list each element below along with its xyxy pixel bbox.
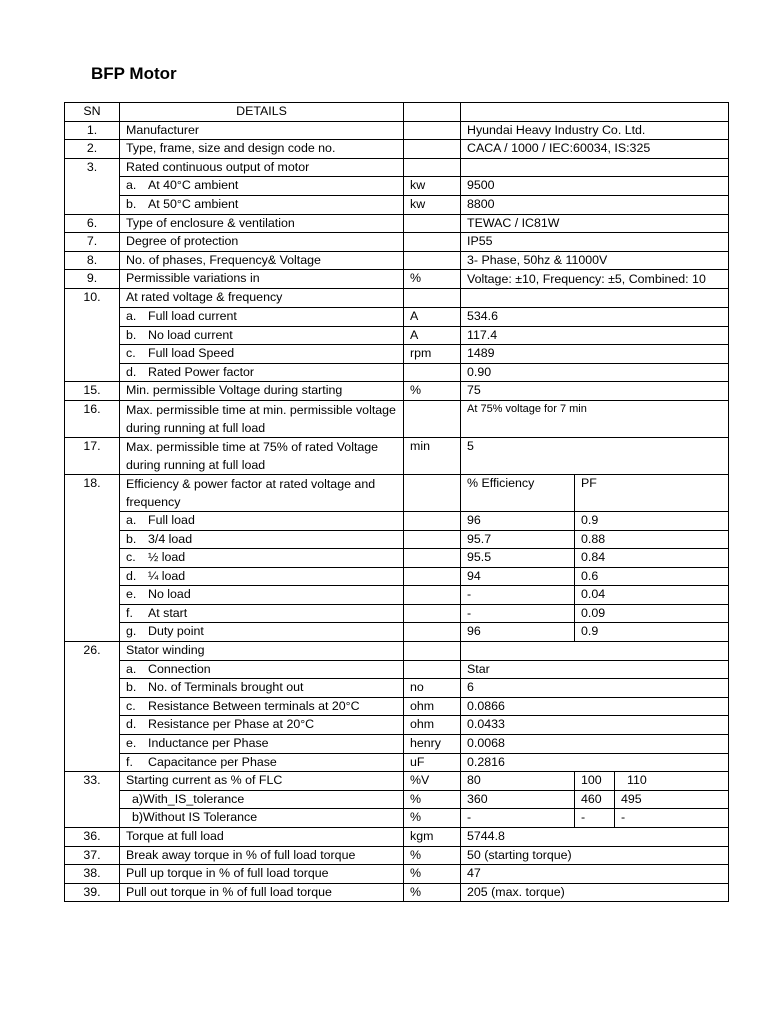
- pf-value: 0.9: [575, 511, 729, 530]
- table-row: [65, 214, 729, 233]
- efficiency-value: -: [461, 586, 575, 605]
- item-label: At 40°C ambient: [148, 178, 239, 193]
- table-row: [65, 735, 729, 754]
- item-letter: a.: [126, 308, 137, 323]
- item-letter: a.: [126, 178, 137, 193]
- table-row: [65, 400, 729, 437]
- row-details: [120, 697, 404, 716]
- row-value: 5: [461, 437, 729, 474]
- item-label: Rated Power factor: [148, 364, 255, 379]
- item-label: At start: [148, 605, 188, 620]
- row-value: [461, 158, 729, 177]
- item-letter: b.: [126, 327, 137, 342]
- header-value: [461, 103, 729, 122]
- table-row: [65, 586, 729, 605]
- current-at-100: -: [575, 809, 615, 828]
- item-label: ½ load: [148, 550, 186, 565]
- row-value: 1489: [461, 345, 729, 364]
- item-letter: c.: [126, 346, 136, 361]
- row-unit: [404, 549, 461, 568]
- table-row: [65, 289, 729, 308]
- row-details: [120, 195, 404, 214]
- row-sn: 37.: [65, 846, 120, 865]
- table-row: [65, 326, 729, 345]
- document-title: BFP Motor: [91, 64, 177, 83]
- row-unit: [404, 233, 461, 252]
- row-unit: [404, 660, 461, 679]
- row-sn: 7.: [65, 233, 120, 252]
- motor-spec-table: [64, 102, 729, 902]
- row-sn: 8.: [65, 251, 120, 270]
- row-unit: no: [404, 679, 461, 698]
- table-row: [65, 363, 729, 382]
- table-header-row: [65, 103, 729, 122]
- row-details: Pull out torque in % of full load torque: [120, 883, 404, 902]
- row-unit: %: [404, 865, 461, 884]
- row-value: 9500: [461, 177, 729, 196]
- table-row: [65, 716, 729, 735]
- row-details: Stator winding: [120, 642, 404, 661]
- row-details: Max. permissible time at min. permissible voltage during running at full load: [120, 400, 404, 437]
- table-row: [65, 382, 729, 401]
- item-letter: g.: [126, 624, 137, 639]
- item-letter: d.: [126, 364, 137, 379]
- header-details: DETAILS: [120, 103, 404, 122]
- row-sn: 16.: [65, 400, 120, 437]
- row-details: Max. permissible time at 75% of rated Voltage during running at full load: [120, 437, 404, 474]
- row-details: [120, 586, 404, 605]
- row-value: 534.6: [461, 307, 729, 326]
- table-row: [65, 660, 729, 679]
- row-unit: kgm: [404, 828, 461, 847]
- table-row: [65, 697, 729, 716]
- row-details: [120, 549, 404, 568]
- row-details: [120, 530, 404, 549]
- item-label: Capacitance per Phase: [148, 754, 277, 769]
- current-at-80: -: [461, 809, 575, 828]
- table-row: [65, 158, 729, 177]
- item-label: No load: [148, 587, 191, 602]
- table-row: [65, 474, 729, 511]
- pf-value: 0.04: [575, 586, 729, 605]
- row-unit: [404, 530, 461, 549]
- row-value: 0.0433: [461, 716, 729, 735]
- row-sn: 36.: [65, 828, 120, 847]
- row-unit: ohm: [404, 697, 461, 716]
- row-value: 8800: [461, 195, 729, 214]
- row-unit: [404, 623, 461, 642]
- efficiency-value: 95.5: [461, 549, 575, 568]
- row-value: [461, 642, 729, 661]
- row-details: Min. permissible Voltage during starting: [120, 382, 404, 401]
- row-sn: 6.: [65, 214, 120, 233]
- row-details: [120, 735, 404, 754]
- row-details: [120, 753, 404, 772]
- item-letter: f.: [126, 605, 133, 620]
- pf-value: 0.09: [575, 604, 729, 623]
- table-row: [65, 679, 729, 698]
- table-row: [65, 140, 729, 159]
- row-value: 0.2816: [461, 753, 729, 772]
- table-row: [65, 828, 729, 847]
- row-value: IP55: [461, 233, 729, 252]
- row-details: Torque at full load: [120, 828, 404, 847]
- row-unit: [404, 140, 461, 159]
- row-details: [120, 604, 404, 623]
- item-letter: e.: [126, 736, 137, 751]
- row-value: 50 (starting torque): [461, 846, 729, 865]
- table-row: [65, 623, 729, 642]
- row-sn: 26.: [65, 642, 120, 772]
- item-label: ¼ load: [148, 568, 186, 583]
- table-row: [65, 753, 729, 772]
- row-unit: [404, 567, 461, 586]
- row-value: At 75% voltage for 7 min: [461, 400, 729, 437]
- item-label: 3/4 load: [148, 531, 193, 546]
- item-letter: c.: [126, 698, 136, 713]
- row-details: Pull up torque in % of full load torque: [120, 865, 404, 884]
- efficiency-value: -: [461, 604, 575, 623]
- row-details: [120, 716, 404, 735]
- table-row: [65, 437, 729, 474]
- row-unit: %: [404, 790, 461, 809]
- current-at-110: -: [615, 809, 729, 828]
- row-details: No. of phases, Frequency& Voltage: [120, 251, 404, 270]
- row-details: [120, 660, 404, 679]
- row-unit: %: [404, 270, 461, 289]
- row-sn: 3.: [65, 158, 120, 214]
- table-row: [65, 846, 729, 865]
- table-row: [65, 790, 729, 809]
- row-value: CACA / 1000 / IEC:60034, IS:325: [461, 140, 729, 159]
- row-sn: 2.: [65, 140, 120, 159]
- efficiency-value: 94: [461, 567, 575, 586]
- table-row: [65, 809, 729, 828]
- table-row: [65, 549, 729, 568]
- row-details: [120, 567, 404, 586]
- row-unit: min: [404, 437, 461, 474]
- row-details: [120, 679, 404, 698]
- table-row: [65, 642, 729, 661]
- row-sn: 33.: [65, 772, 120, 828]
- row-unit: kw: [404, 177, 461, 196]
- item-label: Inductance per Phase: [148, 736, 269, 751]
- row-unit: [404, 251, 461, 270]
- row-unit: [404, 363, 461, 382]
- pf-value: 0.9: [575, 623, 729, 642]
- table-row: [65, 530, 729, 549]
- item-letter: d.: [126, 568, 137, 583]
- row-details: [120, 345, 404, 364]
- row-details: Efficiency & power factor at rated voltage and frequency: [120, 474, 404, 511]
- pf-value: 0.88: [575, 530, 729, 549]
- row-value: 47: [461, 865, 729, 884]
- item-label: Full load: [148, 512, 195, 527]
- item-label: Full load current: [148, 308, 237, 323]
- row-details: Starting current as % of FLC: [120, 772, 404, 791]
- row-sn: 10.: [65, 289, 120, 382]
- row-value: 205 (max. torque): [461, 883, 729, 902]
- row-unit: [404, 511, 461, 530]
- row-unit: rpm: [404, 345, 461, 364]
- table-row: [65, 604, 729, 623]
- voltage-80: 80: [461, 772, 575, 791]
- row-details: Manufacturer: [120, 121, 404, 140]
- row-unit: ohm: [404, 716, 461, 735]
- item-letter: a.: [126, 512, 137, 527]
- row-value: 0.0866: [461, 697, 729, 716]
- current-at-100: 460: [575, 790, 615, 809]
- item-label: Resistance Between terminals at 20°C: [148, 698, 360, 713]
- efficiency-value: 95.7: [461, 530, 575, 549]
- item-letter: c.: [126, 550, 136, 565]
- row-sn: 38.: [65, 865, 120, 884]
- table-row: [65, 345, 729, 364]
- item-letter: b.: [126, 680, 137, 695]
- row-value: Voltage: ±10, Frequency: ±5, Combined: 10: [461, 270, 729, 289]
- row-details: Break away torque in % of full load torque: [120, 846, 404, 865]
- table-row: [65, 121, 729, 140]
- row-details: b)Without IS Tolerance: [120, 809, 404, 828]
- row-unit: [404, 642, 461, 661]
- row-sn: 17.: [65, 437, 120, 474]
- row-sn: 15.: [65, 382, 120, 401]
- row-details: [120, 177, 404, 196]
- efficiency-column-header: % Efficiency: [461, 474, 575, 511]
- row-value: 117.4: [461, 326, 729, 345]
- row-unit: [404, 214, 461, 233]
- row-unit: [404, 586, 461, 605]
- table-row: [65, 567, 729, 586]
- row-unit: A: [404, 326, 461, 345]
- row-unit: %: [404, 883, 461, 902]
- row-value: Star: [461, 660, 729, 679]
- row-unit: %V: [404, 772, 461, 791]
- row-details: Type of enclosure & ventilation: [120, 214, 404, 233]
- row-unit: [404, 289, 461, 308]
- row-details: [120, 326, 404, 345]
- pf-column-header: PF: [575, 474, 729, 511]
- table-row: [65, 307, 729, 326]
- item-label: No. of Terminals brought out: [148, 680, 304, 695]
- row-details: [120, 363, 404, 382]
- row-unit: %: [404, 382, 461, 401]
- table-row: [65, 883, 729, 902]
- table-row: [65, 195, 729, 214]
- voltage-100: 100: [575, 772, 615, 791]
- row-unit: [404, 604, 461, 623]
- header-sn: SN: [65, 103, 120, 122]
- row-unit: kw: [404, 195, 461, 214]
- efficiency-value: 96: [461, 623, 575, 642]
- row-value: TEWAC / IC81W: [461, 214, 729, 233]
- current-at-110: 495: [615, 790, 729, 809]
- table-row: [65, 251, 729, 270]
- row-sn: 39.: [65, 883, 120, 902]
- current-at-80: 360: [461, 790, 575, 809]
- row-unit: %: [404, 846, 461, 865]
- pf-value: 0.84: [575, 549, 729, 568]
- table-row: [65, 865, 729, 884]
- row-unit: [404, 474, 461, 511]
- item-label: Full load Speed: [148, 346, 235, 361]
- row-value: 5744.8: [461, 828, 729, 847]
- table-row: [65, 270, 729, 289]
- row-sn: 9.: [65, 270, 120, 289]
- row-details: a)With_IS_tolerance: [120, 790, 404, 809]
- row-value: 0.0068: [461, 735, 729, 754]
- row-details: [120, 307, 404, 326]
- row-unit: A: [404, 307, 461, 326]
- row-value: 6: [461, 679, 729, 698]
- row-details: [120, 511, 404, 530]
- item-letter: a.: [126, 661, 137, 676]
- row-value: Hyundai Heavy Industry Co. Ltd.: [461, 121, 729, 140]
- row-value: 75: [461, 382, 729, 401]
- item-label: Connection: [148, 661, 211, 676]
- row-details: [120, 623, 404, 642]
- table-row: [65, 511, 729, 530]
- item-letter: e.: [126, 587, 137, 602]
- item-label: At 50°C ambient: [148, 196, 239, 211]
- row-details: Type, frame, size and design code no.: [120, 140, 404, 159]
- item-label: Resistance per Phase at 20°C: [148, 717, 315, 732]
- row-unit: uF: [404, 753, 461, 772]
- row-details: Rated continuous output of motor: [120, 158, 404, 177]
- item-letter: d.: [126, 717, 137, 732]
- pf-value: 0.6: [575, 567, 729, 586]
- row-value: 0.90: [461, 363, 729, 382]
- row-value: 3- Phase, 50hz & 11000V: [461, 251, 729, 270]
- row-unit: [404, 158, 461, 177]
- row-unit: [404, 121, 461, 140]
- row-sn: 18.: [65, 474, 120, 641]
- row-unit: %: [404, 809, 461, 828]
- table-row: [65, 772, 729, 791]
- efficiency-value: 96: [461, 511, 575, 530]
- row-details: Permissible variations in: [120, 270, 404, 289]
- row-details: At rated voltage & frequency: [120, 289, 404, 308]
- table-row: [65, 177, 729, 196]
- voltage-110: 110: [615, 772, 729, 791]
- item-letter: f.: [126, 754, 133, 769]
- item-letter: b.: [126, 196, 137, 211]
- item-label: Duty point: [148, 624, 204, 639]
- item-letter: b.: [126, 531, 137, 546]
- row-value: [461, 289, 729, 308]
- header-unit: [404, 103, 461, 122]
- item-label: No load current: [148, 327, 233, 342]
- row-details: Degree of protection: [120, 233, 404, 252]
- row-unit: [404, 400, 461, 437]
- table-row: [65, 233, 729, 252]
- row-sn: 1.: [65, 121, 120, 140]
- row-unit: henry: [404, 735, 461, 754]
